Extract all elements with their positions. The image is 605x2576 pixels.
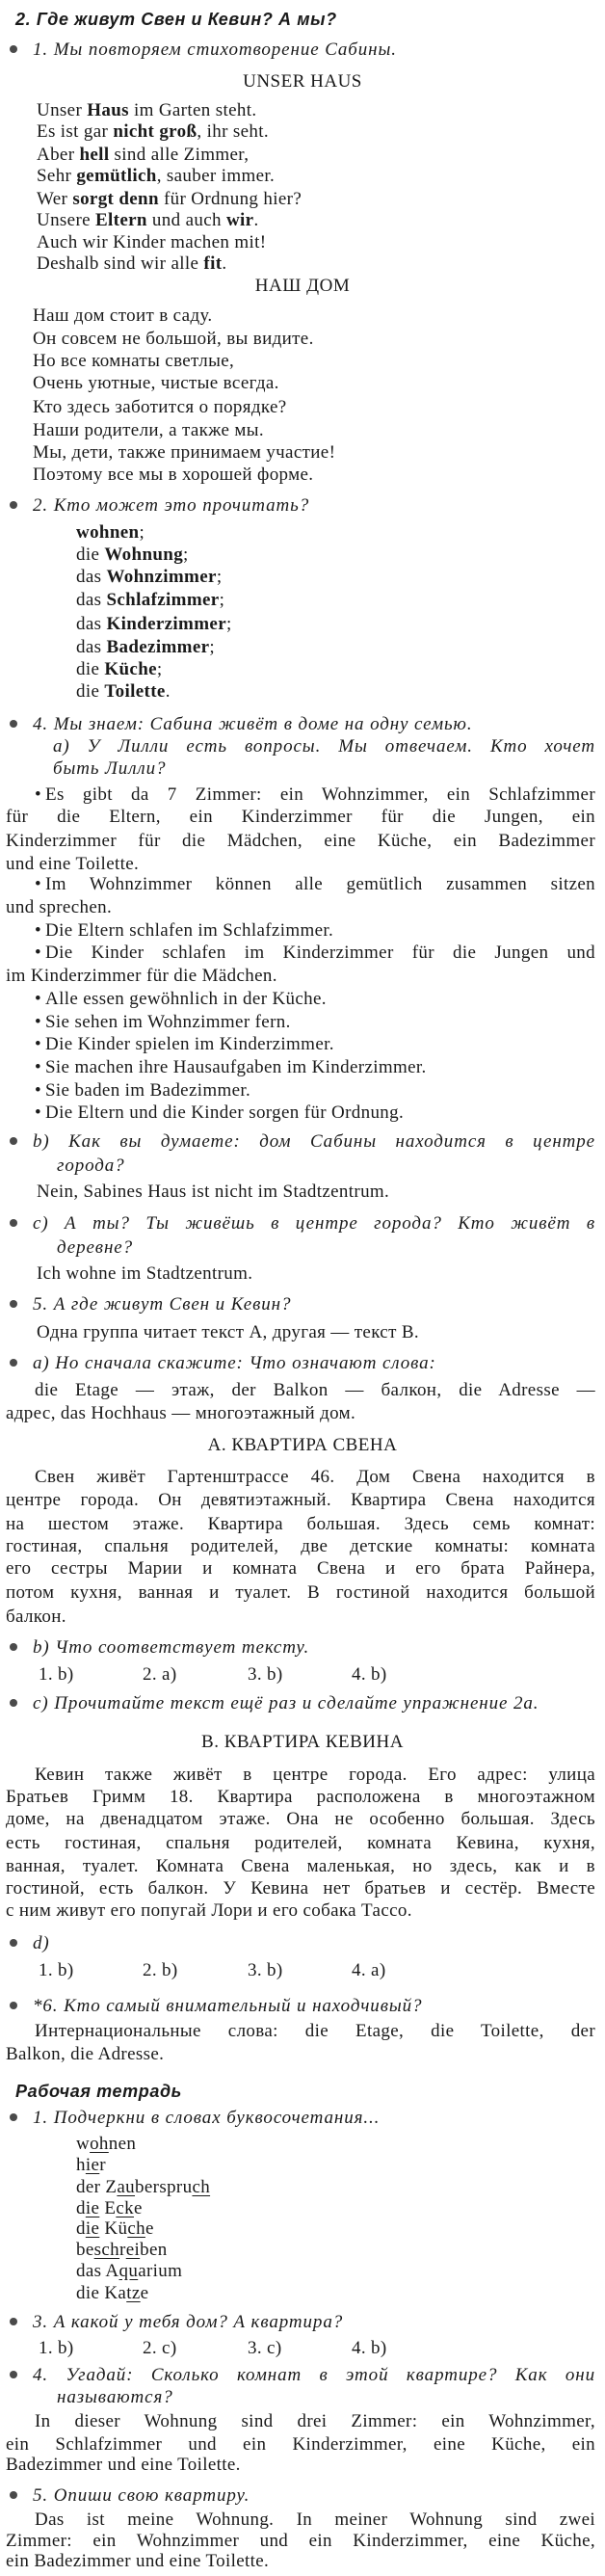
underlined-word — [76, 2133, 136, 2156]
text-segment: Es ist gar — [37, 121, 114, 142]
text-segment: die Ka — [76, 2283, 127, 2303]
highlighted-segment: Wohnzimmer — [106, 567, 217, 587]
text-segment: e — [140, 2283, 149, 2303]
answer-line: ein Badezimmer und eine Toilette. — [6, 2551, 270, 2571]
poem-line — [37, 252, 226, 276]
bullet-icon — [10, 1359, 17, 1367]
task-subheading: быть Лилли? — [53, 758, 167, 779]
answer-item: 2. a) — [143, 1664, 177, 1685]
text-segment: ; — [183, 544, 189, 565]
poem-line — [37, 120, 269, 144]
answer-line: • Sie sehen im Wohnzimmer fern. — [35, 1011, 291, 1034]
highlighted-segment: Wohnung — [104, 544, 184, 565]
text-segment: Kü — [99, 2218, 128, 2239]
task-heading: 5. Опиши свою квартиру. — [33, 2485, 250, 2506]
text-segment: Unser — [37, 100, 88, 120]
task-heading: а) Но сначала скажите: Что означают слова: — [33, 1353, 436, 1373]
highlighted-segment: au — [117, 2177, 136, 2197]
text-segment: e — [145, 2218, 154, 2239]
answer-line: • Die Eltern schlafen im Schlafzimmer. — [35, 919, 333, 943]
task-heading: b) Как вы думаете: дом Сабины находится в центре — [33, 1131, 595, 1152]
answer-item: 1. b) — [39, 2338, 74, 2358]
reading-text-line: потом кухня, ванная и туалет. В гостиной находится большой — [6, 1582, 595, 1603]
highlighted-segment: ck — [116, 2198, 134, 2218]
answer-item: 2. b) — [143, 1960, 178, 1980]
vocabulary-word — [76, 544, 189, 567]
task-heading: 4. Угадай: Сколько комнат в этой квартире? Как они — [33, 2365, 595, 2385]
reading-text-line: доме, на двенадцатом этаже. Она не особенно большая. Здесь — [6, 1809, 595, 1829]
bullet-icon — [10, 2113, 17, 2121]
text-segment: das — [76, 614, 107, 634]
answer-line: Das ist meine Wohnung. In meiner Wohnung sind zwei — [35, 2510, 595, 2530]
reading-text-line: центре города. Он девятиэтажный. Квартира Свена находится — [6, 1490, 595, 1510]
bullet-icon — [10, 501, 17, 509]
answer-line: Nein, Sabines Haus ist nicht im Stadtzentrum. — [37, 1182, 390, 1202]
vocabulary-word — [76, 521, 145, 544]
highlighted-segment: ei — [125, 2240, 141, 2260]
answer-line: Balkon, die Adresse. — [6, 2044, 165, 2064]
answer-item: 4. b) — [352, 2338, 387, 2358]
vocabulary-word — [76, 589, 224, 612]
bullet-icon — [10, 1699, 17, 1707]
bullet-icon — [10, 1137, 17, 1145]
underlined-word — [76, 2282, 148, 2305]
highlighted-segment: ie — [85, 2218, 100, 2239]
text-segment: arium — [138, 2261, 183, 2281]
underlined-word — [76, 2260, 182, 2283]
answer-line: und sprechen. — [6, 897, 113, 917]
bullet-icon — [10, 1939, 17, 1947]
answer-line: im Kinderzimmer für die Mädchen. — [6, 966, 277, 986]
answer-line: • Sie baden im Badezimmer. — [35, 1079, 250, 1102]
text-segment: der Z — [76, 2177, 118, 2197]
answer-line: • Die Eltern und die Kinder sorgen für Ordnung. — [35, 1102, 404, 1125]
poem-line: Наши родители, а также мы. — [33, 420, 264, 440]
answer-line: • Im Wohnzimmer können alle gemütlich zusammen sitzen — [35, 873, 595, 896]
highlighted-segment: Küche — [104, 659, 157, 679]
task-heading: с) Прочитайте текст ещё раз и сделайте упражнение 2а. — [33, 1693, 539, 1713]
text-segment: e — [133, 2198, 143, 2218]
highlighted-segment: oh — [90, 2134, 109, 2154]
text-segment: ; — [209, 637, 216, 657]
answer-line: Ich wohne im Stadtzentrum. — [37, 1263, 253, 1284]
answer-line: ein Schlafzimmer und ein Kinderzimmer, eine Küche, ein — [6, 2434, 595, 2455]
text-segment: , sauber immer. — [156, 166, 276, 186]
task-heading: 4. Мы знаем: Сабина живёт в доме на одну семью. — [33, 714, 473, 734]
text-segment: Deshalb sind wir alle — [37, 253, 204, 274]
reading-text-line: балкон. — [6, 1607, 66, 1627]
vocabulary-word — [76, 658, 163, 681]
bullet-icon — [10, 2491, 17, 2499]
vocabulary-word — [76, 566, 222, 589]
reading-text-line: с ним живут его попугай Лори и его собака Тассо. — [6, 1900, 412, 1921]
task-heading: d) — [33, 1933, 50, 1953]
text-segment: Unsere — [37, 210, 96, 230]
text-segment: die — [76, 681, 105, 702]
bullet-icon — [10, 2002, 17, 2009]
answer-item: 3. c) — [248, 2338, 282, 2358]
text-segment: Sehr — [37, 166, 77, 186]
text-segment: berspru — [135, 2177, 193, 2197]
answer-item: 3. b) — [248, 1960, 283, 1980]
poem-line — [37, 231, 266, 254]
reading-text-line: ванная, туалет. Комната Свена маленькая, но здесь, как и в — [6, 1856, 595, 1876]
highlighted-segment: qu — [118, 2261, 139, 2281]
reading-text-line: его сестры Марии и комната Свена и его брата Райнера, — [6, 1558, 595, 1579]
answer-line: Zimmer: ein Wohnzimmer und ein Kinderzimmer, eine Küche, — [6, 2531, 595, 2551]
answer-item: 3. b) — [248, 1664, 283, 1685]
text-segment: Wer — [37, 189, 73, 209]
text-segment: d — [76, 2218, 86, 2239]
text-segment: sind alle Zimmer, — [109, 145, 250, 165]
answer-line: für die Eltern, ein Kinderzimmer für die Jungen, ein — [6, 807, 595, 827]
section-heading: 2. Где живут Свен и Кевин? А мы? — [15, 10, 337, 29]
highlighted-segment: nicht groß — [113, 121, 197, 142]
poem-line — [37, 209, 259, 232]
underlined-word — [76, 2239, 168, 2262]
bullet-icon — [10, 1219, 17, 1227]
bullet-icon — [10, 2371, 17, 2378]
vocabulary-word — [76, 636, 215, 659]
reading-text-line: гостиной, есть балкон. У Кевина нет братьев и сестёр. Вместе — [6, 1878, 595, 1899]
poem-line: Очень уютные, чистые всегда. — [33, 373, 279, 393]
underlined-word — [76, 2154, 106, 2177]
highlighted-segment: Haus — [87, 100, 129, 120]
poem-title: UNSER HAUS — [243, 71, 362, 92]
reading-text-line: гостиная, спальня родителей, две детские комнаты: комната — [6, 1536, 595, 1556]
poem-line: Поэтому все мы в хорошей форме. — [33, 465, 314, 485]
poem-title: НАШ ДОМ — [254, 276, 351, 296]
text-segment: ; — [219, 590, 225, 610]
poem-line — [37, 188, 302, 211]
instruction-line: Одна группа читает текст А, другая — текст В. — [37, 1322, 419, 1342]
task-heading: называются? — [57, 2387, 173, 2407]
text-segment: E — [99, 2198, 117, 2218]
text-title: А. КВАРТИРА СВЕНА — [207, 1435, 398, 1455]
reading-text-line: Кевин также живёт в центре города. Его адрес: улица — [35, 1765, 595, 1785]
highlighted-segment: gemütlich — [76, 166, 157, 186]
text-segment: . — [222, 253, 227, 274]
task-heading: 2. Кто может это прочитать? — [33, 495, 310, 516]
poem-line: Наш дом стоит в саду. — [33, 305, 213, 326]
task-heading: деревне? — [57, 1237, 134, 1258]
poem-line — [37, 144, 249, 167]
highlighted-segment: sorgt denn — [72, 189, 159, 209]
vocabulary-word — [76, 613, 232, 636]
reading-text-line: на шестом этаже. Квартира большая. Здесь семь комнат: — [6, 1514, 595, 1534]
task-heading: *6. Кто самый внимательный и находчивый? — [33, 1996, 423, 2016]
text-segment: ; — [216, 567, 223, 587]
bullet-icon — [10, 1300, 17, 1308]
text-segment: ben — [140, 2240, 168, 2260]
underlined-word — [76, 2217, 154, 2241]
highlighted-segment: wohnen — [76, 522, 140, 543]
text-segment: das — [76, 590, 107, 610]
highlighted-segment: Badezimmer — [106, 637, 210, 657]
answer-line: In dieser Wohnung sind drei Zimmer: ein Wohnzimmer, — [35, 2411, 595, 2431]
text-segment: be — [76, 2240, 94, 2260]
task-heading: города? — [57, 1155, 125, 1176]
task-heading: 5. А где живут Свен и Кевин? — [33, 1294, 292, 1315]
reading-text-line: Братьев Гримм 18. Квартира расположена в многоэтажном — [6, 1787, 595, 1807]
highlighted-segment: wir — [225, 210, 254, 230]
text-segment: . — [253, 210, 259, 230]
answer-line: und eine Toilette. — [6, 854, 140, 874]
text-segment: h — [76, 2155, 86, 2175]
answer-line: • Es gibt da 7 Zimmer: ein Wohnzimmer, ein Schlafzimmer — [35, 783, 595, 807]
poem-line — [37, 165, 275, 188]
answer-line: Kinderzimmer für die Mädchen, eine Küche, ein Badezimmer — [6, 831, 595, 851]
answer-item: 2. c) — [143, 2338, 177, 2358]
text-segment: Aber — [37, 145, 80, 165]
text-segment: nen — [108, 2134, 137, 2154]
task-heading: с) А ты? Ты живёшь в центре города? Кто живёт в — [33, 1213, 595, 1234]
text-segment: das — [76, 567, 107, 587]
highlighted-segment: fit — [203, 253, 223, 274]
task-subheading: а) У Лилли есть вопросы. Мы отвечаем. Кто хочет — [53, 736, 595, 757]
highlighted-segment: ie — [85, 2155, 100, 2175]
poem-line: Мы, дети, также принимаем участие! — [33, 442, 336, 463]
bullet-icon — [10, 720, 17, 728]
answer-line: • Die Kinder schlafen im Kinderzimmer für die Jungen und — [35, 942, 595, 965]
text-segment: im Garten steht. — [128, 100, 257, 120]
text-segment: d — [76, 2198, 86, 2218]
answer-item: 1. b) — [39, 1664, 74, 1685]
reading-text-line: есть гостиная, спальня родителей, комната Кевина, кухня, — [6, 1833, 595, 1853]
highlighted-segment: ch — [127, 2218, 145, 2239]
bullet-icon — [10, 1643, 17, 1651]
bullet-icon — [10, 2318, 17, 2325]
highlighted-segment: Toilette — [104, 681, 166, 702]
reading-text-line: Свен живёт Гартенштрассе 46. Дом Свена находится в — [35, 1467, 595, 1487]
text-segment: ; — [225, 614, 232, 634]
text-segment: r — [99, 2155, 106, 2175]
answer-line: Badezimmer und eine Toilette. — [6, 2455, 241, 2475]
answer-item: 4. a) — [352, 1960, 386, 1980]
bullet-icon — [10, 45, 17, 53]
answer-line: • Alle essen gewöhnlich in der Küche. — [35, 988, 327, 1011]
text-segment: die — [76, 659, 105, 679]
poem-line: Он совсем не большой, вы видите. — [33, 329, 314, 349]
text-segment: , ihr seht. — [197, 121, 269, 142]
task-heading: 1. Мы повторяем стихотворение Сабины. — [33, 40, 397, 60]
task-heading: 1. Подчеркни в словах буквосочетания... — [33, 2108, 381, 2128]
answer-line: Интернациональные слова: die Etage, die Toilette, der — [35, 2021, 595, 2041]
highlighted-segment: tz — [126, 2283, 141, 2303]
text-segment: r — [119, 2240, 126, 2260]
poem-line — [37, 99, 256, 122]
text-segment: das A — [76, 2261, 119, 2281]
text-segment: Auch wir Kinder machen mit! — [37, 232, 267, 252]
answer-line: адрес, das Hochhaus — многоэтажный дом. — [6, 1403, 356, 1423]
text-segment: ; — [139, 522, 145, 543]
answer-item: 4. b) — [352, 1664, 387, 1685]
underlined-word — [76, 2176, 210, 2199]
text-segment: die — [76, 544, 105, 565]
highlighted-segment: Schlafzimmer — [106, 590, 220, 610]
highlighted-segment: ch — [192, 2177, 211, 2197]
answer-line: • Sie machen ihre Hausaufgaben im Kinderzimmer. — [35, 1056, 427, 1079]
task-heading: b) Что соответствует тексту. — [33, 1637, 310, 1658]
highlighted-segment: Eltern — [95, 210, 147, 230]
text-segment: das — [76, 637, 107, 657]
text-segment: und auch — [146, 210, 226, 230]
workbook-heading: Рабочая тетрадь — [15, 2082, 182, 2101]
vocabulary-word — [76, 680, 171, 704]
highlighted-segment: hell — [79, 145, 110, 165]
answer-item: 1. b) — [39, 1960, 74, 1980]
text-segment: ; — [156, 659, 163, 679]
answer-line: die Etage — этаж, der Balkon — балкон, die Adresse — — [35, 1380, 595, 1400]
answer-line: • Die Kinder spielen im Kinderzimmer. — [35, 1033, 334, 1056]
poem-line: Кто здесь заботится о порядке? — [33, 397, 287, 417]
text-segment: für Ordnung hier? — [158, 189, 302, 209]
highlighted-segment: sch — [93, 2240, 120, 2260]
highlighted-segment: ie — [85, 2198, 100, 2218]
text-title: B. КВАРТИРА КЕВИНА — [201, 1732, 404, 1752]
text-segment: w — [76, 2134, 91, 2154]
task-heading: 3. А какой у тебя дом? А квартира? — [33, 2312, 344, 2332]
text-segment: . — [165, 681, 171, 702]
poem-line: Но все комнаты светлые, — [33, 351, 235, 371]
highlighted-segment: Kinderzimmer — [106, 614, 226, 634]
